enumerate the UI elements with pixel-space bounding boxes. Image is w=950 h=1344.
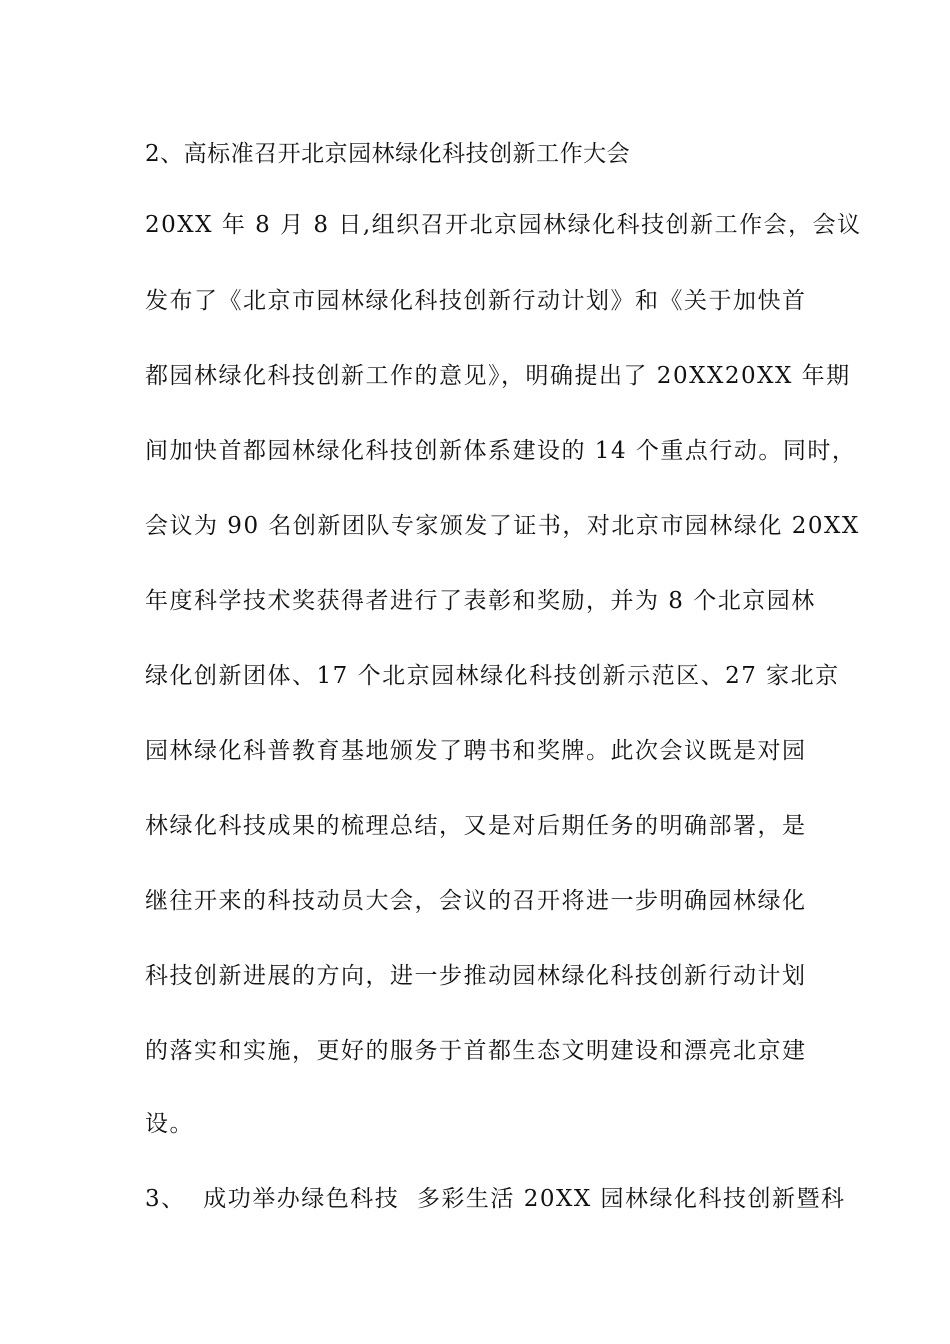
paragraph-line: 20XX 年 8 月 8 日,组织召开北京园林绿化科技创新工作会，会议: [145, 212, 862, 238]
paragraph-line: 会议为 90 名创新团队专家颁发了证书，对北京市园林绿化 20XX: [145, 513, 860, 539]
section-heading-2: 2、高标准召开北京园林绿化科技创新工作大会: [145, 141, 631, 167]
paragraph-line: 绿化创新团体、17 个北京园林绿化科技创新示范区、27 家北京: [145, 663, 840, 689]
paragraph-line: 继往开来的科技动员大会，会议的召开将进一步明确园林绿化: [145, 888, 807, 914]
paragraph-line: 园林绿化科普教育基地颁发了聘书和奖牌。此次会议既是对园: [145, 738, 807, 764]
paragraph-line: 设。: [145, 1111, 194, 1137]
paragraph-line: 间加快首都园林绿化科技创新体系建设的 14 个重点行动。同时，: [145, 438, 857, 464]
paragraph-line: 发布了《北京市园林绿化科技创新行动计划》和《关于加快首: [145, 288, 807, 314]
paragraph-line: 林绿化科技成果的梳理总结，又是对后期任务的明确部署，是: [145, 813, 807, 839]
section-heading-3: 3、 成功举办绿色科技 多彩生活 20XX 园林绿化科技创新暨科: [145, 1186, 846, 1212]
paragraph-line: 都园林绿化科技创新工作的意见》，明确提出了 20XX20XX 年期: [145, 363, 851, 389]
paragraph-line: 的落实和实施，更好的服务于首都生态文明建设和漂亮北京建: [145, 1038, 807, 1064]
paragraph-line: 年度科学技术奖获得者进行了表彰和奖励，并为 8 个北京园林: [145, 588, 816, 614]
paragraph-line: 科技创新进展的方向，进一步推动园林绿化科技创新行动计划: [145, 963, 807, 989]
